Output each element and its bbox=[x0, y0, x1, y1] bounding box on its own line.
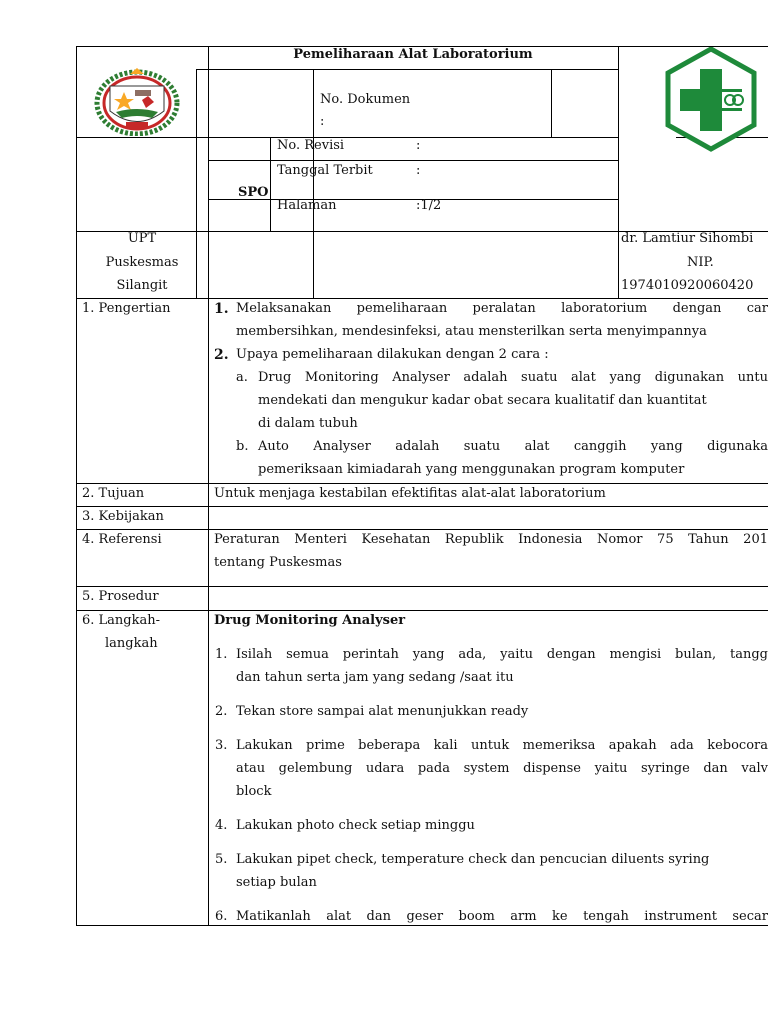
rule bbox=[551, 69, 552, 137]
step-number: 1. bbox=[215, 647, 228, 662]
tanggal-terbit-colon: : bbox=[416, 163, 421, 178]
step-line: dan tahun serta jam yang sedang /saat itu bbox=[236, 670, 514, 685]
step-line: Tekan store sampai alat menunjukkan ready bbox=[236, 704, 529, 719]
tujuan-text: Untuk menjaga kestabilan efektifitas alat-alat laboratorium bbox=[214, 486, 606, 501]
org-name-line3: Silangit bbox=[116, 278, 168, 293]
rule bbox=[313, 69, 314, 298]
section-label-langkah-cont: langkah bbox=[105, 636, 158, 651]
rule bbox=[76, 46, 77, 926]
rule bbox=[196, 69, 618, 70]
sub-point-marker: b. bbox=[236, 439, 249, 454]
referensi-line2: tentang Puskesmas bbox=[214, 555, 342, 570]
section-label-pengertian: 1. Pengertian bbox=[82, 301, 171, 316]
point-number: 1. bbox=[214, 301, 229, 317]
section-label-referensi: 4. Referensi bbox=[82, 532, 162, 547]
rule bbox=[76, 298, 768, 299]
rule bbox=[76, 586, 768, 587]
pengertian-a-line2: mendekati dan mengukur kadar obat secara kualitatif dan kuantitat bbox=[258, 393, 707, 408]
point-number: 2. bbox=[214, 347, 229, 363]
rule bbox=[76, 483, 768, 484]
pengertian-b-line1: Auto Analyser adalah suatu alat canggih yang digunaka bbox=[258, 439, 768, 454]
no-dokumen-label: No. Dokumen bbox=[320, 92, 411, 107]
referensi-line1: Peraturan Menteri Kesehatan Republik Indonesia Nomor 75 Tahun 201 bbox=[214, 532, 768, 547]
spo-label: SPO bbox=[238, 185, 269, 200]
no-revisi-label: No. Revisi bbox=[277, 138, 345, 153]
halaman-value: :1/2 bbox=[416, 198, 442, 213]
langkah-heading: Drug Monitoring Analyser bbox=[214, 613, 406, 628]
rule bbox=[270, 137, 271, 231]
org-name-line1: UPT bbox=[127, 231, 157, 246]
rule bbox=[208, 46, 209, 926]
signer-nip: 1974010920060420 bbox=[621, 278, 754, 293]
step-line: Lakukan prime beberapa kali untuk memeriksa apakah ada kebocora bbox=[236, 738, 768, 753]
document-title: Pemeliharaan Alat Laboratorium bbox=[293, 47, 533, 62]
signer-name: dr. Lamtiur Sihombi bbox=[621, 231, 754, 246]
puskesmas-logo bbox=[664, 47, 758, 153]
section-label-kebijakan: 3. Kebijakan bbox=[82, 509, 164, 524]
step-line: block bbox=[236, 784, 272, 799]
step-line: atau gelembung udara pada system dispense yaitu syringe dan valv bbox=[236, 761, 768, 776]
step-line: Lakukan photo check setiap minggu bbox=[236, 818, 475, 833]
puskesmas-cross-icon bbox=[664, 47, 758, 153]
step-number: 3. bbox=[215, 738, 228, 753]
step-line: Isilah semua perintah yang ada, yaitu dengan mengisi bulan, tangg bbox=[236, 647, 768, 662]
section-label-prosedur: 5. Prosedur bbox=[82, 589, 159, 604]
step-number: 5. bbox=[215, 852, 228, 867]
signer-nip-label: NIP. bbox=[687, 255, 714, 270]
pengertian-point2-text: Upaya pemeliharaan dilakukan dengan 2 cara : bbox=[236, 347, 549, 362]
section-label-langkah: 6. Langkah- bbox=[82, 613, 161, 628]
no-dokumen-colon: : bbox=[320, 114, 325, 129]
rule bbox=[618, 46, 619, 298]
rule bbox=[76, 506, 768, 507]
rule bbox=[76, 529, 768, 530]
step-line: Matikanlah alat dan geser boom arm ke tengah instrument secar bbox=[236, 909, 768, 924]
step-line: setiap bulan bbox=[236, 875, 317, 890]
step-number: 6. bbox=[215, 909, 228, 924]
pengertian-b-line2: pemeriksaan kimiadarah yang menggunakan program komputer bbox=[258, 462, 685, 477]
rule bbox=[76, 137, 618, 138]
step-line: Lakukan pipet check, temperature check dan pencucian diluents syring bbox=[236, 852, 710, 867]
step-number: 2. bbox=[215, 704, 228, 719]
pengertian-a-line3: di dalam tubuh bbox=[258, 416, 358, 431]
halaman-label: Halaman bbox=[277, 198, 337, 213]
regional-emblem-logo bbox=[90, 66, 184, 136]
pengertian-a-line1: Drug Monitoring Analyser adalah suatu alat yang digunakan untu bbox=[258, 370, 768, 385]
rule bbox=[76, 610, 768, 611]
pengertian-point1-line1: Melaksanakan pemeliharaan peralatan laboratorium dengan car bbox=[236, 301, 768, 316]
pengertian-point1-line2: membersihkan, mendesinfeksi, atau mensterilkan serta menyimpannya bbox=[236, 324, 707, 339]
tanggal-terbit-label: Tanggal Terbit bbox=[277, 163, 373, 178]
section-label-tujuan: 2. Tujuan bbox=[82, 486, 145, 501]
sub-point-marker: a. bbox=[236, 370, 248, 385]
no-revisi-colon: : bbox=[416, 138, 421, 153]
step-number: 4. bbox=[215, 818, 228, 833]
org-name-line2: Puskesmas bbox=[105, 255, 179, 270]
emblem-icon bbox=[90, 66, 184, 136]
